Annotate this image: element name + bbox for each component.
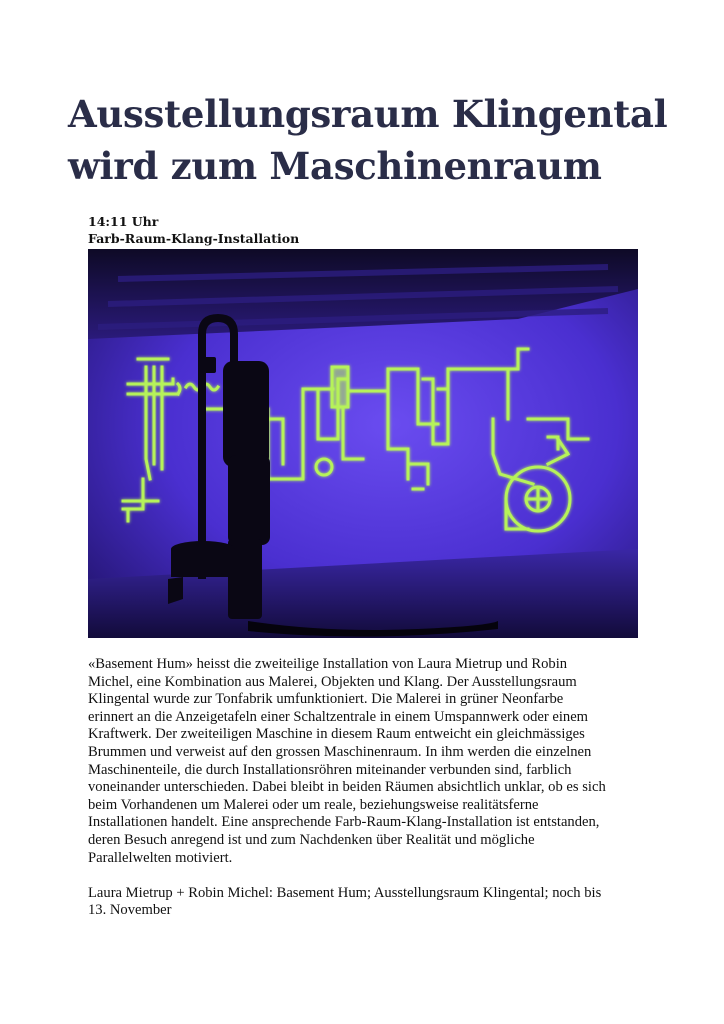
- headline-line: wird zum Maschinenraum: [68, 144, 602, 188]
- article-meta: [88, 213, 299, 247]
- body-line: Maschinenteile, die durch Installationsröhren miteinander verbunden sind, farblich: [88, 761, 572, 778]
- body-line: Klingental wurde zur Tonfabrik umfunktioniert. Die Malerei in grüner Neonfarbe: [88, 691, 564, 708]
- article-headline: [68, 88, 708, 192]
- body-line: beim Vorhandenen um Malerei oder um reale, beziehungsweise realitätsferne: [88, 796, 539, 813]
- exhibition-info: [88, 885, 648, 920]
- body-line: Laura Mietrup + Robin Michel: Basement Hum; Ausstellungsraum Klingental; noch bis: [88, 884, 602, 901]
- article-time: 14:11 Uhr: [88, 214, 159, 229]
- body-line: 13. November: [88, 902, 172, 919]
- body-line: erinnert an die Anzeigetafeln einer Schaltzentrale in einem Umspannwerk oder einem: [88, 708, 589, 725]
- article-subtitle: Farb-Raum-Klang-Installation: [88, 231, 300, 246]
- body-line: «Basement Hum» heisst die zweiteilige Installation von Laura Mietrup und Robin: [88, 656, 568, 672]
- body-line: voneinander unterschieden. Dabei bleibt in beiden Räumen absichtlich unklar, ob es sich: [88, 779, 606, 796]
- body-paragraph: [88, 656, 648, 867]
- body-line: Brummen und verweist auf den grossen Maschinenraum. In ihm werden die einzelnen: [88, 743, 592, 760]
- installation-photo: [88, 249, 638, 638]
- body-line: Installationen handelt. Eine ansprechende Farb-Raum-Klang-Installation ist entstanden,: [88, 814, 600, 831]
- article-body: [88, 656, 648, 938]
- body-line: Parallelwelten motiviert.: [88, 849, 233, 866]
- body-line: Kraftwerk. Der zweiteiligen Maschine in diesem Raum entweicht ein gleichmässiges: [88, 726, 585, 743]
- body-line: deren Besuch anregend ist und zum Nachdenken über Realität und mögliche: [88, 831, 535, 848]
- body-line: Michel, eine Kombination aus Malerei, Objekten und Klang. Der Ausstellungsraum: [88, 673, 577, 690]
- headline-line: Ausstellungsraum Klingental: [68, 92, 668, 136]
